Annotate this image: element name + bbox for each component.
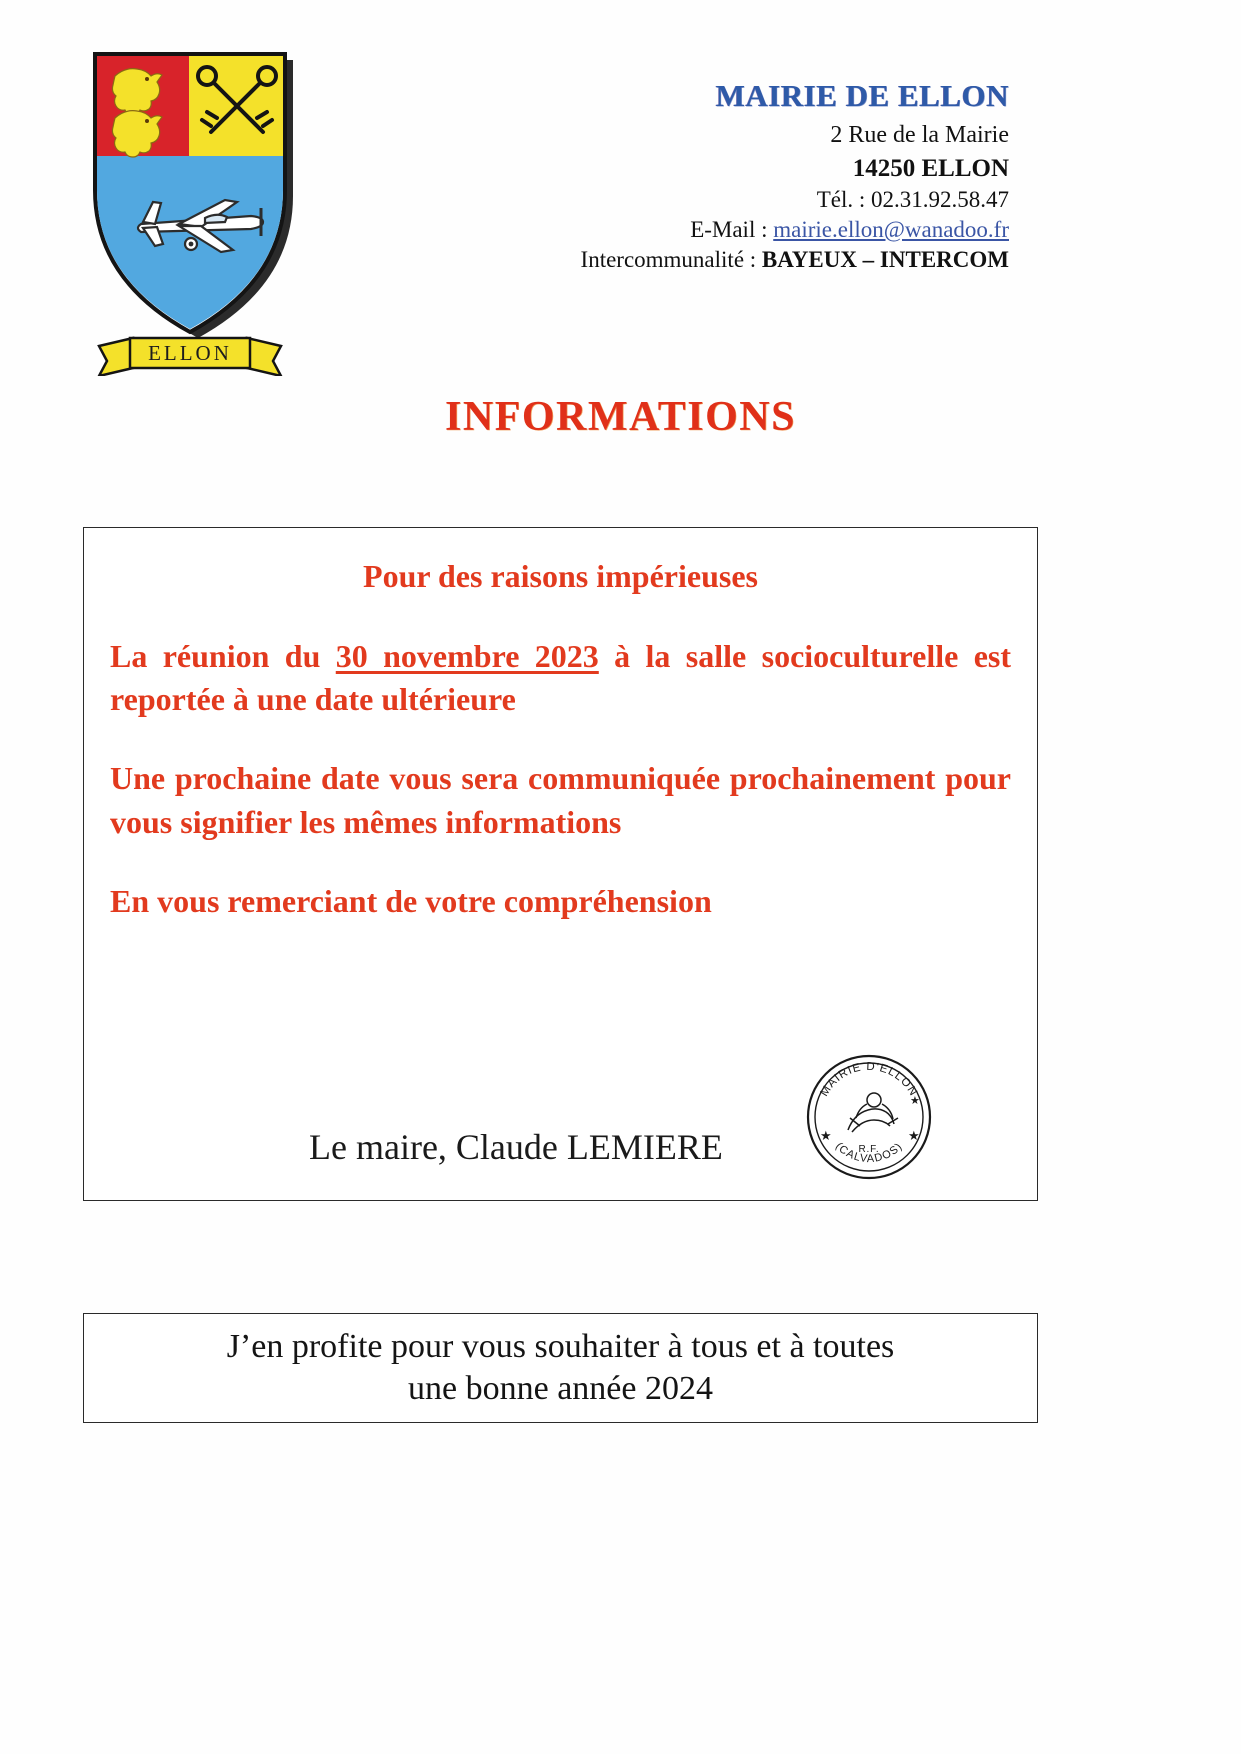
notice-p1-after: à la salle socioculturelle est reportée à une date ultérieure — [110, 638, 1011, 718]
street-address: 2 Rue de la Mairie — [830, 121, 1009, 148]
meeting-date: 30 novembre 2023 — [335, 638, 599, 674]
intercom-value: BAYEUX – INTERCOM — [761, 247, 1009, 273]
notice-content — [84, 528, 1037, 923]
stamp-star-left-icon: ★ — [820, 1128, 832, 1143]
official-stamp — [804, 1052, 934, 1182]
wishes-line-2: une bonne année 2024 — [408, 1370, 713, 1407]
stamp-bottom-text: (CALVADOS) — [832, 1140, 906, 1166]
notice-p1-before: La réunion du — [110, 638, 336, 674]
page-title: INFORMATIONS — [445, 394, 796, 440]
phone-number: Tél. : 02.31.92.58.47 — [816, 186, 1009, 212]
new-year-wishes-box — [83, 1313, 1038, 1423]
stamp-emblem-icon — [848, 1093, 898, 1132]
official-stamp-icon — [804, 1052, 934, 1182]
coat-of-arms-svg — [75, 46, 310, 376]
stamp-star-right-icon: ★ — [908, 1128, 920, 1143]
wishes-line-1: J’en profite pour vous souhaiter à tous et à toutes — [226, 1327, 895, 1365]
coat-of-arms — [75, 46, 310, 376]
notice-heading: Pour des raisons impérieuses — [363, 558, 758, 594]
email-link[interactable]: mairie.ellon@wanadoo.fr — [773, 216, 1009, 242]
notice-paragraph-2: Une prochaine date vous sera communiquée prochainement pour vous signifier les mêmes informations — [110, 760, 1011, 840]
contact-block — [309, 76, 1009, 276]
mayor-signature: Le maire, Claude LEMIERE — [309, 1127, 723, 1167]
intercom-row — [309, 245, 1009, 275]
intercom-label: Intercommunalité : — [580, 247, 762, 273]
email-row — [309, 215, 1009, 245]
email-label: E-Mail : — [690, 216, 774, 242]
signature-row — [84, 1056, 1039, 1186]
stamp-star-upper-icon: ★ — [910, 1095, 920, 1107]
notice-paragraph-1 — [110, 635, 1011, 721]
crest-banner-text: ELLON — [148, 341, 232, 365]
notice-paragraph-3: En vous remerciant de votre compréhension — [110, 882, 712, 919]
organization-name: MAIRIE DE ELLON — [715, 78, 1009, 113]
notice-box — [83, 527, 1038, 1201]
letterhead-header — [0, 38, 1241, 368]
crest-banner — [99, 338, 281, 376]
stamp-top-text: MAIRIE D'ELLON — [818, 1060, 920, 1099]
stamp-middle-text: R.F. — [858, 1144, 880, 1155]
postal-city: 14250 ELLON — [852, 154, 1009, 182]
